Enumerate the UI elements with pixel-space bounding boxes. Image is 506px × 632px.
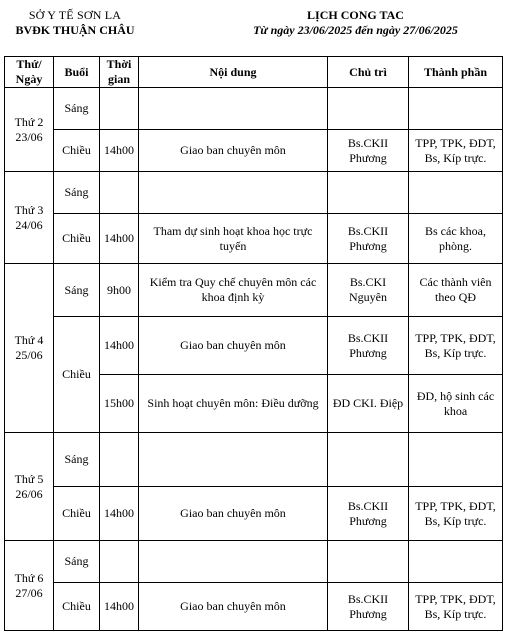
- time-cell: 14h00: [100, 130, 139, 172]
- chair-cell: Bs.CKI Nguyên: [328, 264, 409, 317]
- session-cell: Sáng: [54, 264, 100, 317]
- table-row: [5, 541, 503, 583]
- time-cell: 14h00: [100, 317, 139, 375]
- members-cell: TPP, TPK, ĐDT, Bs, Kíp trực.: [409, 487, 503, 541]
- table-row: [5, 487, 503, 541]
- members-cell: ĐD, hộ sinh các khoa: [409, 375, 503, 433]
- content-cell: Giao ban chuyên môn: [139, 317, 328, 375]
- members-cell: TPP, TPK, ĐDT, Bs, Kíp trực.: [409, 130, 503, 172]
- chair-cell: Bs.CKII Phương: [328, 214, 409, 264]
- session-cell: Chiều: [54, 130, 100, 172]
- org-line-1: SỞ Y TẾ SƠN LA: [28, 8, 122, 22]
- session-cell: Sáng: [54, 88, 100, 130]
- chair-cell: Bs.CKII Phương: [328, 583, 409, 631]
- time-cell: 9h00: [100, 264, 139, 317]
- header-time: Thời gian: [100, 57, 139, 88]
- table-row: [5, 88, 503, 130]
- table-row: [5, 172, 503, 214]
- day-cell: Thứ 3 24/06: [5, 172, 54, 264]
- table-row: [5, 317, 503, 375]
- chair-cell: ĐD CKI. Điệp: [328, 375, 409, 433]
- table-row: [5, 130, 503, 172]
- day-cell: Thứ 6 27/06: [5, 541, 54, 631]
- org-header: [0, 8, 150, 38]
- session-cell: Sáng: [54, 433, 100, 487]
- chair-cell: Bs.CKII Phương: [328, 317, 409, 375]
- members-cell: Bs các khoa, phòng.: [409, 214, 503, 264]
- members-cell: TPP, TPK, ĐDT, Bs, Kíp trực.: [409, 583, 503, 631]
- header-session: Buổi: [54, 57, 100, 88]
- table-row: [5, 583, 503, 631]
- schedule-table: [4, 56, 503, 631]
- header-members: Thành phần: [409, 57, 503, 88]
- table-row: [5, 433, 503, 487]
- date-range: Từ ngày 23/06/2025 đến ngày 27/06/2025: [253, 23, 458, 37]
- header-content: Nội dung: [139, 57, 328, 88]
- content-cell: Kiểm tra Quy chế chuyên môn các khoa định kỳ: [139, 264, 328, 317]
- members-cell: TPP, TPK, ĐDT, Bs, Kíp trực.: [409, 317, 503, 375]
- header-day: Thứ/ Ngày: [5, 57, 54, 88]
- doc-header: [205, 8, 506, 38]
- content-cell: Giao ban chuyên môn: [139, 130, 328, 172]
- time-cell: 15h00: [100, 375, 139, 433]
- time-cell: 14h00: [100, 487, 139, 541]
- chair-cell: Bs.CKII Phương: [328, 487, 409, 541]
- day-cell: Thứ 4 25/06: [5, 264, 54, 433]
- chair-cell: Bs.CKII Phương: [328, 130, 409, 172]
- header-chair: Chủ trì: [328, 57, 409, 88]
- content-cell: Tham dự sinh hoạt khoa học trực tuyến: [139, 214, 328, 264]
- table-row: [5, 214, 503, 264]
- table-row: [5, 264, 503, 317]
- content-cell: Giao ban chuyên môn: [139, 487, 328, 541]
- content-cell: Giao ban chuyên môn: [139, 583, 328, 631]
- table-header-row: [5, 57, 503, 88]
- session-cell: Sáng: [54, 172, 100, 214]
- session-cell: Chiều: [54, 583, 100, 631]
- day-cell: Thứ 2 23/06: [5, 88, 54, 172]
- time-cell: 14h00: [100, 583, 139, 631]
- content-cell: Sinh hoạt chuyên môn: Điều dưỡng: [139, 375, 328, 433]
- session-cell: Chiều: [54, 487, 100, 541]
- members-cell: Các thành viên theo QĐ: [409, 264, 503, 317]
- doc-title: LỊCH CONG TAC: [307, 8, 404, 22]
- day-cell: Thứ 5 26/06: [5, 433, 54, 541]
- session-cell: Chiều: [54, 317, 100, 433]
- session-cell: Sáng: [54, 541, 100, 583]
- time-cell: 14h00: [100, 214, 139, 264]
- session-cell: Chiều: [54, 214, 100, 264]
- org-line-2: BVĐK THUẬN CHÂU: [15, 23, 135, 37]
